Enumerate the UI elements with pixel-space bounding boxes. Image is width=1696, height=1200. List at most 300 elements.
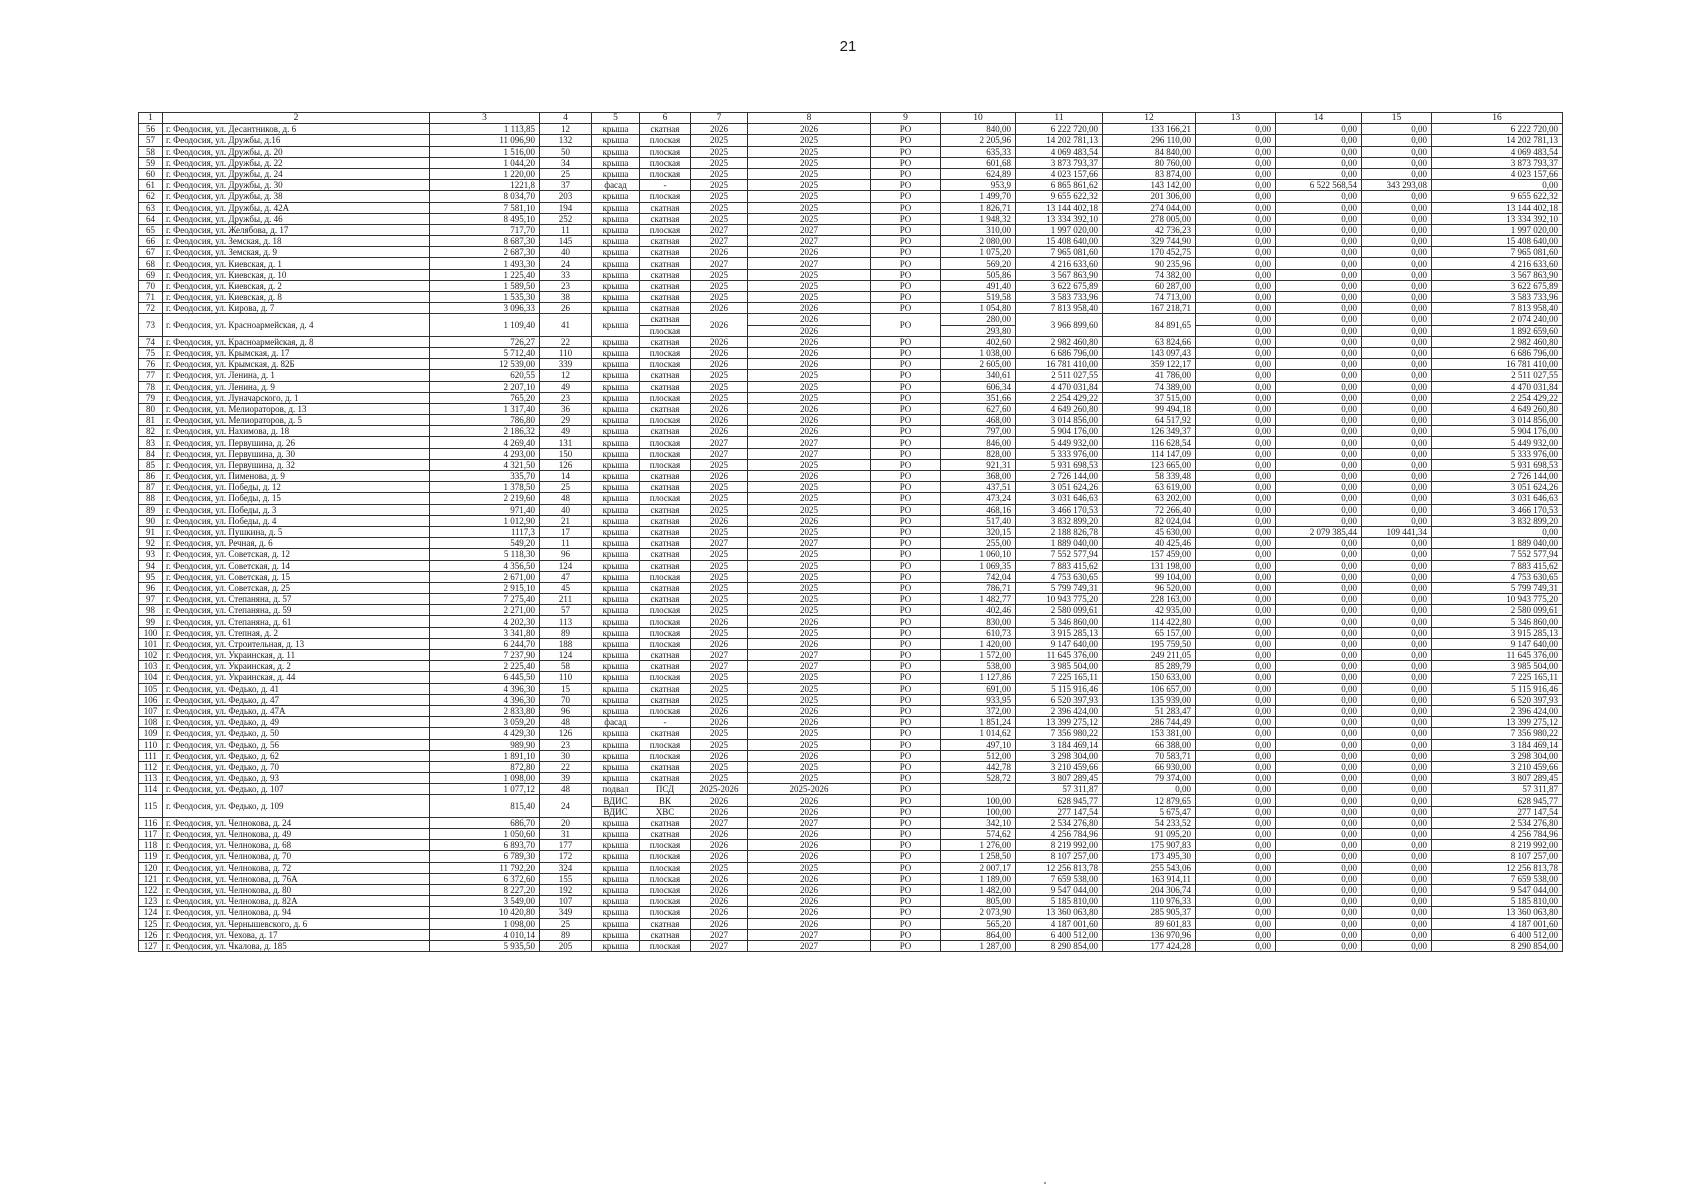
table-row (139, 504, 1563, 515)
table-row (139, 907, 1563, 918)
address-cell: г. Феодосия, ул. Киевская, д. 2 (163, 280, 430, 291)
table-cell: 2 219,60 (430, 493, 540, 504)
table-cell: крыша (592, 750, 640, 761)
table-cell: 2025 (691, 381, 748, 392)
table-cell: 125 (139, 918, 163, 929)
table-cell: 2025 (748, 526, 871, 537)
table-cell: 126 (540, 459, 592, 470)
table-cell: крыша (592, 851, 640, 862)
table-cell: 203 (540, 191, 592, 202)
table-cell: 72 266,40 (1103, 504, 1196, 515)
table-row (139, 694, 1563, 705)
table-cell: РО (871, 437, 941, 448)
table-cell: плоская (640, 415, 691, 426)
table-cell: 0,00 (1276, 370, 1362, 381)
table-cell: 0,00 (1196, 437, 1276, 448)
address-cell: г. Феодосия, ул. Дружбы, д.16 (163, 135, 430, 146)
table-cell: 133 166,21 (1103, 124, 1196, 135)
table-cell: 0,00 (1196, 403, 1276, 414)
table-cell: 4 429,30 (430, 728, 540, 739)
table-row (139, 303, 1563, 314)
table-cell: РО (871, 694, 941, 705)
table-cell: 349 (540, 907, 592, 918)
table-cell: 123 (139, 896, 163, 907)
table-cell: 6 789,30 (430, 851, 540, 862)
table-cell: 620,55 (430, 370, 540, 381)
table-cell: ХВС (640, 806, 691, 817)
table-cell: РО (871, 739, 941, 750)
table-cell: 0,00 (1362, 605, 1432, 616)
table-cell: РО (871, 560, 941, 571)
table-cell: 2025 (691, 180, 748, 191)
table-cell: 606,34 (941, 381, 1016, 392)
table-cell: 7 659 538,00 (1432, 873, 1563, 884)
table-row (139, 336, 1563, 347)
table-cell: скатная (640, 929, 691, 940)
table-cell: ПСД (640, 784, 691, 795)
table-cell: 2026 (748, 873, 871, 884)
table-cell: крыша (592, 739, 640, 750)
table-cell: 119 (139, 851, 163, 862)
table-cell: 0,00 (1276, 560, 1362, 571)
table-cell: крыша (592, 705, 640, 716)
table-cell: 69 (139, 269, 163, 280)
table-cell: 5 449 932,00 (1432, 437, 1563, 448)
table-cell: плоская (640, 896, 691, 907)
address-cell: г. Феодосия, ул. Дружбы, д. 38 (163, 191, 430, 202)
table-cell: 0,00 (1362, 303, 1432, 314)
table-cell: 610,73 (941, 627, 1016, 638)
table-cell: крыша (592, 694, 640, 705)
table-cell: 67 (139, 247, 163, 258)
table-cell: 0,00 (1196, 515, 1276, 526)
table-row (139, 459, 1563, 470)
table-cell: фасад (592, 717, 640, 728)
table-cell: 9 147 640,00 (1016, 638, 1103, 649)
table-cell: 83 874,00 (1103, 168, 1196, 179)
table-cell: РО (871, 247, 941, 258)
column-header: 15 (1362, 113, 1432, 124)
table-cell: 339 (540, 359, 592, 370)
table-cell: 635,33 (941, 146, 1016, 157)
table-cell: 0,00 (1362, 672, 1432, 683)
table-cell: плоская (640, 571, 691, 582)
table-cell: 77 (139, 370, 163, 381)
table-cell: РО (871, 459, 941, 470)
table-row (139, 683, 1563, 694)
table-row (139, 605, 1563, 616)
table-cell: 921,31 (941, 459, 1016, 470)
table-row (139, 784, 1563, 795)
table-cell: 100,00 (941, 795, 1016, 806)
table-cell: 2 007,17 (941, 862, 1016, 873)
table-cell: 468,00 (941, 415, 1016, 426)
table-cell: крыша (592, 884, 640, 895)
table-cell: крыша (592, 280, 640, 291)
table-cell: РО (871, 873, 941, 884)
table-cell: 864,00 (941, 929, 1016, 940)
table-cell: РО (871, 347, 941, 358)
table-cell: 6 522 568,54 (1276, 180, 1362, 191)
table-cell: 512,00 (941, 750, 1016, 761)
table-cell: РО (871, 526, 941, 537)
table-cell: 0,00 (1362, 124, 1432, 135)
table-cell: 2026 (691, 359, 748, 370)
table-cell: 23 (540, 739, 592, 750)
table-cell: 54 233,52 (1103, 817, 1196, 828)
table-cell: плоская (640, 840, 691, 851)
table-cell: 90 235,96 (1103, 258, 1196, 269)
table-cell: 0,00 (1362, 594, 1432, 605)
table-cell: 2027 (748, 437, 871, 448)
table-cell: 0,00 (1276, 437, 1362, 448)
table-cell: 40 (540, 247, 592, 258)
table-cell: РО (871, 392, 941, 403)
table-cell: 0,00 (1196, 359, 1276, 370)
table-cell: 126 (540, 728, 592, 739)
table-cell: 109 (139, 728, 163, 739)
table-row (139, 817, 1563, 828)
table-cell: 5 931 698,53 (1432, 459, 1563, 470)
table-cell: плоская (640, 672, 691, 683)
table-cell: 0,00 (1362, 403, 1432, 414)
table-cell: 2026 (748, 515, 871, 526)
table-cell: 0,00 (1196, 202, 1276, 213)
table-cell: крыша (592, 571, 640, 582)
table-cell: 549,20 (430, 538, 540, 549)
table-cell: РО (871, 627, 941, 638)
table-cell: 2 580 099,61 (1432, 605, 1563, 616)
table-cell: 4 187 001,60 (1016, 918, 1103, 929)
table-cell: крыша (592, 124, 640, 135)
table-cell: 12 256 813,78 (1432, 862, 1563, 873)
table-row (139, 224, 1563, 235)
table-cell: скатная (640, 303, 691, 314)
table-row (139, 471, 1563, 482)
table-cell: РО (871, 929, 941, 940)
address-cell: г. Феодосия, ул. Челнокова, д. 49 (163, 829, 430, 840)
table-cell: 2025 (748, 157, 871, 168)
table-cell: фасад (592, 180, 640, 191)
table-cell: скатная (640, 683, 691, 694)
table-cell: 143 142,00 (1103, 180, 1196, 191)
table-cell: 0,00 (1276, 135, 1362, 146)
table-cell: 2026 (691, 471, 748, 482)
table-row (139, 862, 1563, 873)
table-cell: 0,00 (1362, 694, 1432, 705)
table-cell: крыша (592, 146, 640, 157)
table-cell: 0,00 (1362, 940, 1432, 951)
table-cell: 102 (139, 650, 163, 661)
table-cell: 0,00 (1196, 896, 1276, 907)
table-cell: 2 687,30 (430, 247, 540, 258)
address-cell: г. Феодосия, ул. Федько, д. 41 (163, 683, 430, 694)
address-cell: г. Феодосия, ул. Ленина, д. 9 (163, 381, 430, 392)
table-cell: 1 054,80 (941, 303, 1016, 314)
table-cell: 172 (540, 851, 592, 862)
table-cell: 0,00 (1362, 448, 1432, 459)
table-cell: 84 (139, 448, 163, 459)
scan-artifact (1044, 1182, 1046, 1184)
table-cell: 122 (139, 884, 163, 895)
table-cell: 1 851,24 (941, 717, 1016, 728)
table-cell: 95 (139, 571, 163, 582)
table-cell: 255,00 (941, 538, 1016, 549)
table-cell: 5 346 860,00 (1432, 616, 1563, 627)
address-cell: г. Феодосия, ул. Мелиораторов, д. 13 (163, 403, 430, 414)
table-cell: 0,00 (1276, 392, 1362, 403)
table-cell: 11 096,90 (430, 135, 540, 146)
table-cell: 2025 (691, 213, 748, 224)
table-cell: 0,00 (1362, 784, 1432, 795)
address-cell: г. Феодосия, ул. Челнокова, д. 68 (163, 840, 430, 851)
table-row (139, 347, 1563, 358)
table-cell: 0,00 (1362, 650, 1432, 661)
table-cell: 0,00 (1196, 269, 1276, 280)
table-cell: скатная (640, 213, 691, 224)
page-number: 21 (839, 38, 857, 55)
table-cell: 110 (540, 672, 592, 683)
table-cell: 805,00 (941, 896, 1016, 907)
table-cell: 2026 (691, 806, 748, 817)
table-cell: 0,00 (1276, 303, 1362, 314)
table-cell: 320,15 (941, 526, 1016, 537)
table-cell: 2026 (748, 247, 871, 258)
table-cell: 14 202 781,13 (1432, 135, 1563, 146)
address-cell: г. Феодосия, ул. Победы, д. 15 (163, 493, 430, 504)
table-cell: РО (871, 336, 941, 347)
table-cell: 0,00 (1276, 661, 1362, 672)
table-cell: 8 687,30 (430, 236, 540, 247)
table-cell: РО (871, 638, 941, 649)
table-cell: 2026 (748, 124, 871, 135)
table-cell: 3 051 624,26 (1432, 482, 1563, 493)
table-cell: 8 219 992,00 (1016, 840, 1103, 851)
table-cell: 2026 (748, 616, 871, 627)
table-cell: плоская (640, 862, 691, 873)
table-cell: 114 147,09 (1103, 448, 1196, 459)
table-cell: РО (871, 594, 941, 605)
table-cell: 0,00 (1276, 146, 1362, 157)
table-cell: 5 712,40 (430, 347, 540, 358)
table-cell: РО (871, 493, 941, 504)
table-cell: 2 605,00 (941, 359, 1016, 370)
table-row (139, 124, 1563, 135)
table-cell: 7 356 980,22 (1016, 728, 1103, 739)
table-cell: РО (871, 504, 941, 515)
table-cell: 0,00 (1362, 336, 1432, 347)
table-cell: 34 (540, 157, 592, 168)
table-cell: 1 044,20 (430, 157, 540, 168)
table-cell: 132 (540, 135, 592, 146)
table-row (139, 146, 1563, 157)
table-cell: РО (871, 191, 941, 202)
table-cell: крыша (592, 549, 640, 560)
table-cell: 686,70 (430, 817, 540, 828)
table-cell: 2025 (691, 157, 748, 168)
address-cell: г. Феодосия, ул. Степаняна, д. 57 (163, 594, 430, 605)
table-cell: плоская (640, 493, 691, 504)
table-cell: 6 222 720,00 (1432, 124, 1563, 135)
table-row (139, 750, 1563, 761)
table-cell: 13 334 392,10 (1432, 213, 1563, 224)
table-cell: 109 441,34 (1362, 526, 1432, 537)
table-cell: крыша (592, 336, 640, 347)
address-cell: г. Феодосия, ул. Крымская, д. 17 (163, 347, 430, 358)
table-cell: 204 306,74 (1103, 884, 1196, 895)
table-cell: 2 915,10 (430, 582, 540, 593)
table-cell: 29 (540, 415, 592, 426)
table-cell: 2027 (691, 661, 748, 672)
table-cell: 0,00 (1276, 325, 1362, 336)
table-cell: плоская (640, 168, 691, 179)
table-cell: 0,00 (1362, 661, 1432, 672)
table-cell: крыша (592, 638, 640, 649)
table-cell: 691,00 (941, 683, 1016, 694)
table-cell: 42 935,00 (1103, 605, 1196, 616)
table-cell: 468,16 (941, 504, 1016, 515)
table-cell: 0,00 (1276, 213, 1362, 224)
table-cell: 2026 (691, 750, 748, 761)
address-cell: г. Феодосия, ул. Красноармейская, д. 4 (163, 314, 430, 336)
table-cell: плоская (640, 638, 691, 649)
table-cell: 1 572,00 (941, 650, 1016, 661)
table-cell: 12 (540, 124, 592, 135)
table-cell: РО (871, 236, 941, 247)
table-row (139, 538, 1563, 549)
table-cell: 0,00 (1196, 582, 1276, 593)
table-cell: 70 (540, 694, 592, 705)
table-row (139, 381, 1563, 392)
table-cell: 0,00 (1362, 840, 1432, 851)
table-cell: 0,00 (1276, 482, 1362, 493)
table-cell: 0,00 (1276, 638, 1362, 649)
table-cell: крыша (592, 403, 640, 414)
table-cell: РО (871, 896, 941, 907)
table-cell: 1 258,50 (941, 851, 1016, 862)
table-cell: 93 (139, 549, 163, 560)
table-row (139, 739, 1563, 750)
table-cell: 8 107 257,00 (1016, 851, 1103, 862)
table-cell: 574,62 (941, 829, 1016, 840)
table-cell: РО (871, 202, 941, 213)
table-cell: 3 985 504,00 (1432, 661, 1563, 672)
table-cell: 8 495,10 (430, 213, 540, 224)
table-cell: 2025 (748, 269, 871, 280)
table-cell: ВДИС (592, 795, 640, 806)
table-cell: 0,00 (1362, 191, 1432, 202)
table-cell: РО (871, 258, 941, 269)
table-cell: 2027 (748, 448, 871, 459)
table-cell: 66 (139, 236, 163, 247)
table-cell: 4 470 031,84 (1432, 381, 1563, 392)
table-cell: 953,9 (941, 180, 1016, 191)
table-cell: 3 210 459,66 (1432, 761, 1563, 772)
table-cell: РО (871, 728, 941, 739)
table-cell: крыша (592, 482, 640, 493)
table-cell: 2027 (748, 236, 871, 247)
address-cell: г. Феодосия, ул. Федько, д. 70 (163, 761, 430, 772)
table-cell: скатная (640, 269, 691, 280)
table-cell: 11 (540, 224, 592, 235)
table-cell: 41 786,00 (1103, 370, 1196, 381)
table-cell: крыша (592, 896, 640, 907)
table-cell: 2026 (691, 247, 748, 258)
table-cell: 7 813 958,40 (1432, 303, 1563, 314)
table-row (139, 168, 1563, 179)
table-cell: 75 (139, 347, 163, 358)
table-cell: 6 244,70 (430, 638, 540, 649)
table-cell: 97 (139, 594, 163, 605)
table-cell: 0,00 (1196, 493, 1276, 504)
table-cell: 2 188 826,78 (1016, 526, 1103, 537)
table-cell: крыша (592, 817, 640, 828)
table-cell: 765,20 (430, 392, 540, 403)
table-cell: 15 408 640,00 (1016, 236, 1103, 247)
table-cell: 3 298 304,00 (1016, 750, 1103, 761)
address-cell: г. Феодосия, ул. Кирова, д. 7 (163, 303, 430, 314)
table-cell: 157 459,00 (1103, 549, 1196, 560)
table-cell: 63 619,00 (1103, 482, 1196, 493)
table-cell: РО (871, 750, 941, 761)
table-cell: крыша (592, 873, 640, 884)
table-cell: скатная (640, 124, 691, 135)
table-cell: 2025 (691, 605, 748, 616)
table-cell: РО (871, 884, 941, 895)
table-cell: крыша (592, 370, 640, 381)
table-cell: 2027 (691, 929, 748, 940)
address-cell: г. Феодосия, ул. Победы, д. 12 (163, 482, 430, 493)
table-cell: 4 753 630,65 (1016, 571, 1103, 582)
table-cell: 0,00 (1196, 761, 1276, 772)
table-cell: 2027 (691, 650, 748, 661)
table-cell: 0,00 (1196, 705, 1276, 716)
table-cell: РО (871, 180, 941, 191)
table-cell: 0,00 (1196, 907, 1276, 918)
table-cell: 293,80 (941, 325, 1016, 336)
table-cell: 150 (540, 448, 592, 459)
table-cell: крыша (592, 236, 640, 247)
table-cell: 14 202 781,13 (1016, 135, 1103, 146)
table-cell: 0,00 (1276, 627, 1362, 638)
table-cell: 150 633,00 (1103, 672, 1196, 683)
table-cell: 12 879,65 (1103, 795, 1196, 806)
table-cell: 1 012,90 (430, 515, 540, 526)
table-cell: 2 982 460,80 (1016, 336, 1103, 347)
table-cell: 2025 (748, 381, 871, 392)
table-cell: 538,00 (941, 661, 1016, 672)
table-row (139, 157, 1563, 168)
address-cell: г. Феодосия, ул. Челнокова, д. 72 (163, 862, 430, 873)
table-cell: скатная (640, 728, 691, 739)
table-cell: 101 (139, 638, 163, 649)
table-cell: 2026 (691, 314, 748, 336)
table-cell: 145 (540, 236, 592, 247)
table-cell: 0,00 (1276, 851, 1362, 862)
address-cell: г. Феодосия, ул. Украинская, д. 11 (163, 650, 430, 661)
table-cell: 8 290 854,00 (1016, 940, 1103, 951)
address-cell: г. Феодосия, ул. Дружбы, д. 20 (163, 146, 430, 157)
table-cell: 33 (540, 269, 592, 280)
table-cell: скатная (640, 650, 691, 661)
table-cell: 0,00 (1196, 426, 1276, 437)
table-cell: 0,00 (1196, 873, 1276, 884)
table-cell: 2 254 429,22 (1432, 392, 1563, 403)
table-cell: РО (871, 605, 941, 616)
table-cell: 1 075,20 (941, 247, 1016, 258)
table-cell: скатная (640, 381, 691, 392)
table-cell: 2025 (691, 493, 748, 504)
